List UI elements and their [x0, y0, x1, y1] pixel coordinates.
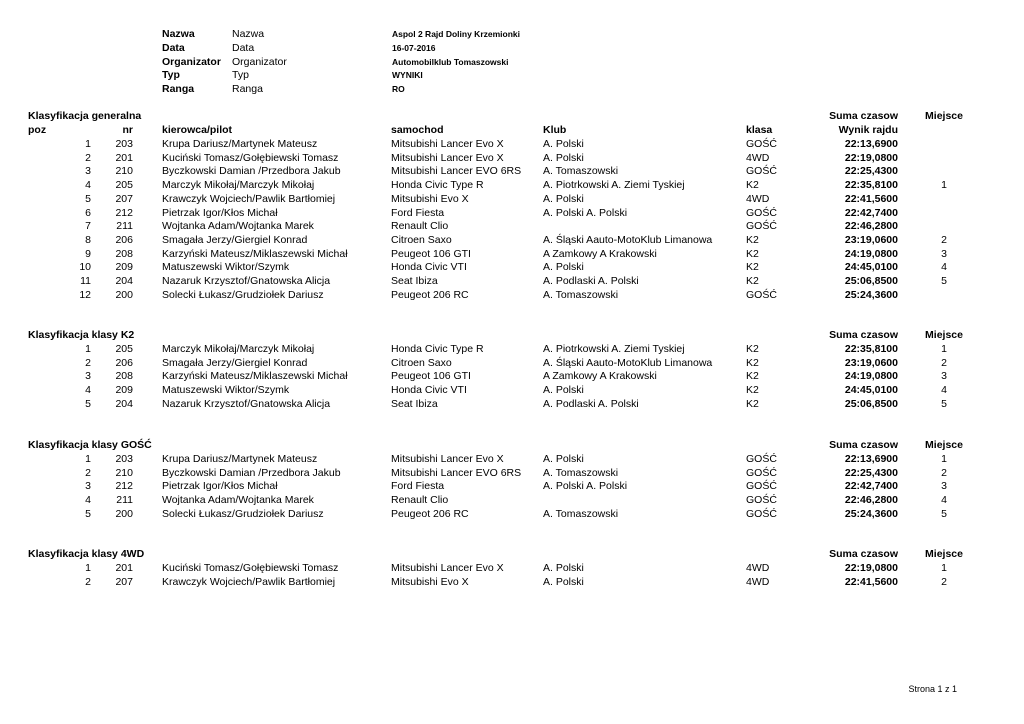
meta-value: RO — [392, 84, 405, 94]
row-klasa: K2 — [746, 397, 759, 410]
row-klub: A. Polski — [543, 151, 584, 164]
row-klub: A. Śląski Aauto-MotoKlub Limanowa — [543, 356, 713, 369]
row-car: Peugeot 206 RC — [391, 288, 469, 301]
meta-label: Ranga — [232, 83, 263, 95]
row-driver: Wojtanka Adam/Wojtanka Marek — [162, 494, 314, 507]
row-driver: Pietrzak Igor/Kłos Michał — [162, 480, 278, 493]
row-place: 1 — [941, 343, 947, 355]
row-klub: A. Piotrkowski A. Ziemi Tyskiej — [543, 179, 685, 192]
row-klasa: GOŚĆ — [746, 480, 777, 493]
row-klub: A. Polski A. Polski — [543, 206, 628, 219]
row-place: 1 — [941, 562, 947, 574]
row-car: Honda Civic Type R — [391, 343, 484, 355]
row-time: 24:19,0800 — [844, 247, 898, 260]
row-klasa: K2 — [746, 247, 759, 260]
row-car: Mitsubishi Evo X — [391, 575, 469, 588]
row-klasa: K2 — [746, 384, 759, 397]
row-nr: 212 — [115, 480, 133, 493]
row-klub: A. Tomaszowski — [543, 165, 619, 178]
row-klasa: K2 — [746, 261, 759, 274]
row-time: 24:45,0100 — [844, 261, 898, 274]
row-time: 23:19,0600 — [844, 356, 898, 369]
row-driver: Kuciński Tomasz/Gołębiewski Tomasz — [162, 562, 339, 574]
row-time: 22:41,5600 — [844, 192, 898, 205]
meta-key: Organizator — [162, 56, 221, 68]
row-klub: A. Polski — [543, 261, 584, 274]
row-nr: 208 — [115, 370, 133, 383]
header-poz: poz — [28, 124, 47, 136]
table-row — [0, 479, 1024, 493]
table-row — [0, 164, 1024, 178]
row-driver: Byczkowski Damian /Przedbora Jakub — [162, 466, 341, 479]
row-klub: A. Tomaszowski — [543, 507, 619, 520]
row-time: 25:06,8500 — [844, 275, 898, 287]
sum-header: Suma czasow — [829, 548, 898, 560]
row-place: 2 — [941, 466, 947, 479]
row-time: 22:42,7400 — [844, 206, 898, 219]
row-klub: A. Polski — [543, 453, 584, 465]
row-car: Mitsubishi Lancer EVO 6RS — [391, 466, 522, 479]
row-poz: 1 — [85, 562, 91, 574]
row-time: 22:13,6900 — [844, 138, 898, 150]
row-poz: 12 — [79, 288, 91, 301]
row-driver: Karzyński Mateusz/Miklaszewski Michał — [162, 370, 348, 383]
table-row — [0, 288, 1024, 302]
header-time: Wynik rajdu — [838, 124, 898, 136]
row-place: 2 — [941, 356, 947, 369]
meta-value: Aspol 2 Rajd Doliny Krzemionki — [392, 29, 520, 39]
meta-label: Nazwa — [232, 28, 265, 40]
row-nr: 211 — [116, 494, 133, 507]
row-poz: 2 — [85, 575, 91, 588]
table-row — [0, 260, 1024, 274]
row-klasa: K2 — [746, 343, 759, 355]
row-poz: 2 — [85, 151, 91, 164]
row-klasa: 4WD — [746, 562, 770, 574]
sum-header: Suma czasow — [829, 439, 898, 451]
row-poz: 2 — [85, 356, 91, 369]
row-poz: 1 — [85, 343, 91, 355]
meta-value: WYNIKI — [392, 70, 423, 80]
row-nr: 206 — [115, 233, 133, 246]
row-car: Mitsubishi Evo X — [391, 192, 469, 205]
row-car: Honda Civic VTI — [391, 384, 467, 397]
row-time: 22:25,4300 — [844, 466, 898, 479]
row-poz: 5 — [85, 192, 91, 205]
row-poz: 4 — [85, 494, 91, 507]
row-time: 25:24,3600 — [844, 288, 898, 301]
table-row — [0, 206, 1024, 220]
row-driver: Krawczyk Wojciech/Pawlik Bartłomiej — [162, 575, 336, 588]
meta-label: Data — [232, 42, 255, 54]
row-klasa: 4WD — [746, 151, 770, 164]
section-title: Klasyfikacja klasy GOŚĆ — [28, 439, 152, 451]
header-klasa: klasa — [746, 124, 773, 136]
row-poz: 10 — [79, 261, 91, 274]
table-row — [0, 561, 1024, 575]
row-klub: A. Polski A. Polski — [543, 480, 628, 493]
row-place: 2 — [941, 233, 947, 246]
row-klasa: GOŚĆ — [746, 288, 777, 301]
row-place: 5 — [941, 275, 947, 287]
row-driver: Matuszewski Wiktor/Szymk — [162, 261, 290, 274]
row-klub: A. Piotrkowski A. Ziemi Tyskiej — [543, 343, 685, 355]
header-nr: nr — [122, 124, 133, 136]
row-time: 22:46,2800 — [844, 220, 898, 233]
row-car: Mitsubishi Lancer Evo X — [391, 453, 504, 465]
row-car: Mitsubishi Lancer Evo X — [391, 562, 504, 574]
row-klub: A. Polski — [543, 384, 584, 397]
row-car: Citroen Saxo — [391, 356, 452, 369]
row-car: Renault Clio — [391, 220, 449, 233]
row-poz: 8 — [85, 233, 91, 246]
row-poz: 11 — [80, 275, 91, 287]
table-row — [0, 274, 1024, 288]
row-place: 5 — [941, 397, 947, 410]
table-row — [0, 575, 1024, 589]
row-klasa: 4WD — [746, 192, 770, 205]
row-place: 1 — [941, 179, 947, 192]
row-poz: 5 — [85, 397, 91, 410]
row-klasa: GOŚĆ — [746, 494, 777, 507]
row-nr: 209 — [115, 261, 133, 274]
row-driver: Nazaruk Krzysztof/Gnatowska Alicja — [162, 275, 331, 287]
row-time: 24:45,0100 — [844, 384, 898, 397]
row-klasa: GOŚĆ — [746, 466, 777, 479]
table-row — [0, 356, 1024, 370]
row-poz: 1 — [85, 138, 91, 150]
row-place: 3 — [941, 480, 947, 493]
row-nr: 211 — [116, 220, 133, 233]
row-time: 22:25,4300 — [844, 165, 898, 178]
row-place: 2 — [941, 575, 947, 588]
table-row — [0, 219, 1024, 233]
row-klasa: 4WD — [746, 575, 770, 588]
row-place: 4 — [941, 261, 947, 274]
row-time: 22:19,0800 — [844, 151, 898, 164]
row-car: Seat Ibiza — [391, 397, 438, 410]
row-nr: 207 — [115, 192, 133, 205]
meta-key: Typ — [162, 69, 180, 81]
row-driver: Karzyński Mateusz/Miklaszewski Michał — [162, 247, 348, 260]
row-poz: 2 — [85, 466, 91, 479]
row-time: 23:19,0600 — [844, 233, 898, 246]
row-driver: Matuszewski Wiktor/Szymk — [162, 384, 290, 397]
row-time: 22:35,8100 — [844, 343, 898, 355]
row-poz: 5 — [85, 507, 91, 520]
place-header: Miejsce — [925, 439, 963, 451]
header-driver: kierowca/pilot — [162, 124, 233, 136]
row-car: Honda Civic VTI — [391, 261, 467, 274]
row-klub: A. Tomaszowski — [543, 466, 619, 479]
page-footer: Strona 1 z 1 — [908, 684, 957, 694]
place-header: Miejsce — [925, 329, 963, 341]
row-poz: 9 — [85, 247, 91, 260]
row-klasa: K2 — [746, 275, 759, 287]
row-driver: Nazaruk Krzysztof/Gnatowska Alicja — [162, 397, 331, 410]
row-klasa: GOŚĆ — [746, 138, 777, 150]
table-row — [0, 178, 1024, 192]
row-klasa: GOŚĆ — [746, 165, 777, 178]
row-nr: 203 — [115, 138, 133, 150]
row-place: 4 — [941, 494, 947, 507]
row-nr: 205 — [115, 179, 133, 192]
row-nr: 208 — [115, 247, 133, 260]
row-poz: 3 — [85, 480, 91, 493]
row-klub: A Zamkowy A Krakowski — [543, 247, 657, 260]
row-klasa: K2 — [746, 356, 759, 369]
table-row — [0, 466, 1024, 480]
table-row — [0, 137, 1024, 151]
row-car: Peugeot 106 GTI — [391, 370, 471, 383]
row-nr: 204 — [115, 397, 133, 410]
row-car: Renault Clio — [391, 494, 449, 507]
row-car: Mitsubishi Lancer Evo X — [391, 138, 504, 150]
row-nr: 200 — [115, 507, 133, 520]
row-car: Citroen Saxo — [391, 233, 452, 246]
row-time: 24:19,0800 — [844, 370, 898, 383]
row-klub: A. Tomaszowski — [543, 288, 619, 301]
row-klub: A. Podlaski A. Polski — [543, 397, 639, 410]
row-time: 25:24,3600 — [844, 507, 898, 520]
row-car: Honda Civic Type R — [391, 179, 484, 192]
row-place: 3 — [941, 247, 947, 260]
section-title: Klasyfikacja klasy K2 — [28, 329, 135, 341]
row-poz: 1 — [85, 453, 91, 465]
section-title: Klasyfikacja klasy 4WD — [28, 548, 145, 560]
row-driver: Byczkowski Damian /Przedbora Jakub — [162, 165, 341, 178]
meta-label: Organizator — [232, 56, 287, 68]
place-header: Miejsce — [925, 548, 963, 560]
header-klub: Klub — [543, 124, 567, 136]
row-car: Mitsubishi Lancer Evo X — [391, 151, 504, 164]
row-poz: 4 — [85, 179, 91, 192]
meta-key: Nazwa — [162, 28, 195, 40]
row-car: Seat Ibiza — [391, 275, 438, 287]
row-klasa: K2 — [746, 370, 759, 383]
row-driver: Solecki Łukasz/Grudziołek Dariusz — [162, 288, 324, 301]
meta-key: Data — [162, 42, 185, 54]
row-driver: Smagała Jerzy/Giergiel Konrad — [162, 356, 308, 369]
row-nr: 207 — [115, 575, 133, 588]
row-driver: Solecki Łukasz/Grudziołek Dariusz — [162, 507, 324, 520]
row-klasa: K2 — [746, 179, 759, 192]
row-driver: Kuciński Tomasz/Gołębiewski Tomasz — [162, 151, 339, 164]
row-car: Peugeot 106 GTI — [391, 247, 471, 260]
table-row — [0, 342, 1024, 356]
meta-value: Automobilklub Tomaszowski — [392, 57, 509, 67]
row-klasa: GOŚĆ — [746, 453, 777, 465]
table-row — [0, 493, 1024, 507]
table-row — [0, 369, 1024, 383]
row-nr: 201 — [115, 562, 133, 574]
row-car: Ford Fiesta — [391, 480, 445, 493]
row-klub: A. Polski — [543, 575, 584, 588]
meta-value: 16-07-2016 — [392, 43, 436, 53]
row-place: 3 — [941, 370, 947, 383]
row-klub: A. Polski — [543, 138, 584, 150]
row-place: 5 — [941, 507, 947, 520]
row-car: Peugeot 206 RC — [391, 507, 469, 520]
meta-key: Ranga — [162, 83, 195, 95]
sum-header: Suma czasow — [829, 329, 898, 341]
row-driver: Krupa Dariusz/Martynek Mateusz — [162, 453, 318, 465]
row-klub: A Zamkowy A Krakowski — [543, 370, 657, 383]
table-row — [0, 383, 1024, 397]
table-row — [0, 507, 1024, 521]
row-klub: A. Polski — [543, 562, 584, 574]
row-klub: A. Polski — [543, 192, 584, 205]
column-header-row — [0, 123, 1024, 137]
row-driver: Wojtanka Adam/Wojtanka Marek — [162, 220, 314, 233]
place-header: Miejsce — [925, 110, 963, 122]
row-klub: A. Podlaski A. Polski — [543, 275, 639, 287]
row-klasa: GOŚĆ — [746, 507, 777, 520]
row-nr: 206 — [115, 356, 133, 369]
row-time: 22:13,6900 — [844, 453, 898, 465]
meta-label: Typ — [232, 69, 249, 81]
row-poz: 3 — [85, 370, 91, 383]
row-place: 4 — [941, 384, 947, 397]
table-row — [0, 452, 1024, 466]
row-poz: 3 — [85, 165, 91, 178]
row-time: 22:46,2800 — [844, 494, 898, 507]
row-driver: Marczyk Mikołaj/Marczyk Mikołaj — [162, 179, 315, 192]
table-row — [0, 233, 1024, 247]
row-klasa: GOŚĆ — [746, 220, 777, 233]
row-klasa: GOŚĆ — [746, 206, 777, 219]
row-nr: 204 — [115, 275, 133, 287]
section-title: Klasyfikacja generalna — [28, 110, 142, 122]
row-nr: 205 — [115, 343, 133, 355]
row-klasa: K2 — [746, 233, 759, 246]
row-nr: 200 — [115, 288, 133, 301]
header-car: samochod — [391, 124, 444, 136]
row-car: Mitsubishi Lancer EVO 6RS — [391, 165, 522, 178]
row-poz: 6 — [85, 206, 91, 219]
row-time: 22:19,0800 — [844, 562, 898, 574]
row-car: Ford Fiesta — [391, 206, 445, 219]
row-time: 22:35,8100 — [844, 179, 898, 192]
table-row — [0, 192, 1024, 206]
row-nr: 210 — [115, 165, 133, 178]
row-time: 22:42,7400 — [844, 480, 898, 493]
table-row — [0, 247, 1024, 261]
row-driver: Krupa Dariusz/Martynek Mateusz — [162, 138, 318, 150]
row-poz: 4 — [85, 384, 91, 397]
row-nr: 209 — [115, 384, 133, 397]
table-row — [0, 151, 1024, 165]
row-nr: 201 — [115, 151, 133, 164]
row-time: 25:06,8500 — [844, 397, 898, 410]
row-nr: 203 — [115, 453, 133, 465]
row-time: 22:41,5600 — [844, 575, 898, 588]
row-place: 1 — [941, 453, 947, 465]
table-row — [0, 397, 1024, 411]
row-nr: 210 — [115, 466, 133, 479]
sum-header: Suma czasow — [829, 110, 898, 122]
row-poz: 7 — [85, 220, 91, 233]
row-driver: Marczyk Mikołaj/Marczyk Mikołaj — [162, 343, 315, 355]
row-driver: Pietrzak Igor/Kłos Michał — [162, 206, 278, 219]
row-klub: A. Śląski Aauto-MotoKlub Limanowa — [543, 233, 713, 246]
row-driver: Smagała Jerzy/Giergiel Konrad — [162, 233, 308, 246]
row-nr: 212 — [115, 206, 133, 219]
row-driver: Krawczyk Wojciech/Pawlik Bartłomiej — [162, 192, 336, 205]
